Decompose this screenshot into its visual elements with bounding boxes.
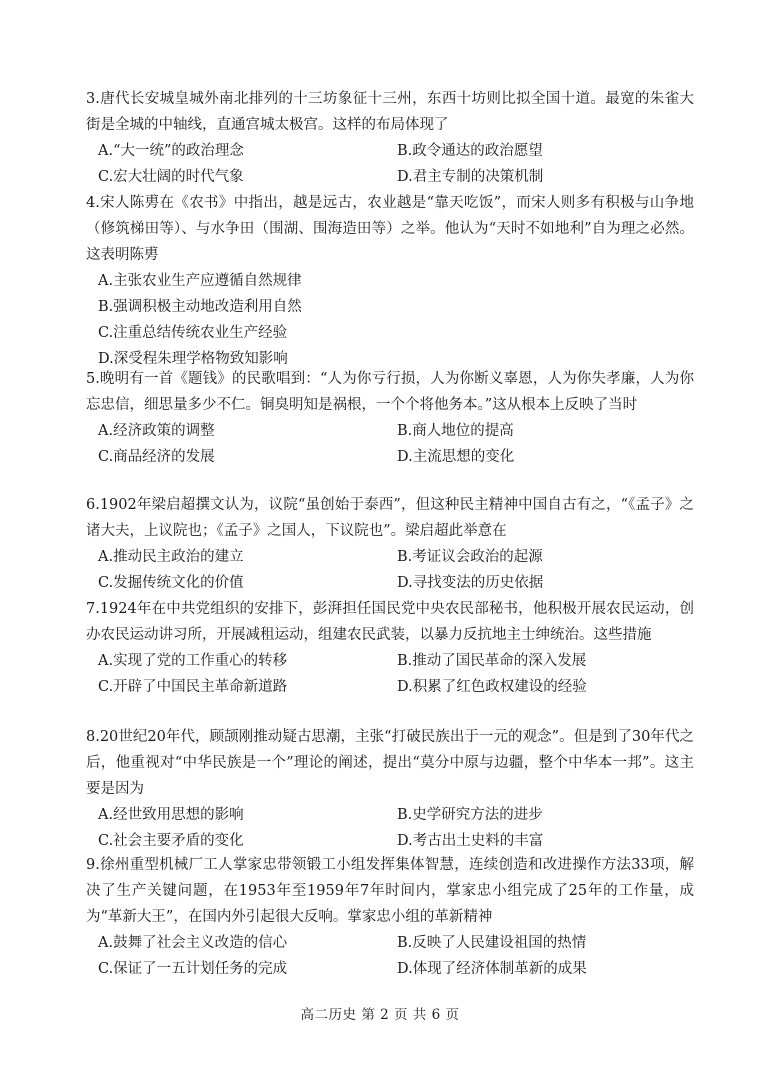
option-c: C.开辟了中国民主革命新道路 <box>98 679 288 695</box>
option-b: B.商人地位的提高 <box>397 423 514 439</box>
option-a: A.鼓舞了社会主义改造的信心 <box>98 935 288 951</box>
question-stem: 8.20世纪20年代，顾颉刚推动疑古思潮，主张“打破民族出于一元的观念”。但是到了30年代之后，他重视对“中华民族是一个”理论的阐述，提出“莫分中原与边疆，整个中华本一邦”。这主要是因为 <box>86 729 694 797</box>
question-stem: 6.1902年梁启超撰文认为，议院“虽创始于泰西”，但这种民主精神中国自古有之，“《孟子》之诸大夫，上议院也；《孟子》之国人，下议院也”。梁启超此举意在 <box>86 497 694 539</box>
option-d: D.考古出土史料的丰富 <box>397 833 544 849</box>
option-d: D.深受程朱理学格物致知影响 <box>98 351 288 367</box>
question-options <box>86 418 694 470</box>
question-stem: 5.晚明有一首《题钱》的民歌唱到：“人为你亏行损，人为你断义辜恩，人为你失孝廉，人为你忘忠信，细思量多少不仁。铜臭明知是祸根，一个个将他务本。”这从根本上反映了当时 <box>86 371 694 413</box>
question-3 <box>86 86 694 190</box>
option-c: C.商品经济的发展 <box>98 449 215 465</box>
question-options <box>86 802 694 854</box>
question-options <box>86 648 694 700</box>
question-6 <box>86 492 694 596</box>
question-options <box>86 544 694 596</box>
option-a: A.推动民主政治的建立 <box>98 549 244 565</box>
option-d: D.主流思想的变化 <box>397 449 515 465</box>
option-c: C.保证了一五计划任务的完成 <box>98 961 288 977</box>
question-options <box>86 930 694 982</box>
option-d: D.积累了红色政权建设的经验 <box>397 679 587 695</box>
option-b: B.史学研究方法的进步 <box>397 807 543 823</box>
option-a: A.经济政策的调整 <box>98 423 215 439</box>
option-d: D.体现了经济体制革新的成果 <box>397 961 587 977</box>
option-d: D.君主专制的决策机制 <box>397 169 544 185</box>
option-c: C.注重总结传统农业生产经验 <box>98 325 288 341</box>
question-options <box>86 268 694 372</box>
option-c: C.社会主要矛盾的变化 <box>98 833 244 849</box>
option-c: C.发掘传统文化的价值 <box>98 575 244 591</box>
question-stem: 3.唐代长安城皇城外南北排列的十三坊象征十三州，东西十坊则比拟全国十道。最宽的朱雀大街是全城的中轴线，直通宫城太极宫。这样的布局体现了 <box>86 91 694 133</box>
question-stem: 9.徐州重型机械厂工人掌家忠带领锻工小组发挥集体智慧，连续创造和改进操作方法33项，解决了生产关键问题，在1953年至1959年7年时间内，掌家忠小组完成了25年的工作量，成为“革新大王”，在国内外引起很大反响。掌家忠小组的革新精神 <box>86 857 694 925</box>
option-b: B.反映了人民建设祖国的热情 <box>397 935 587 951</box>
question-stem: 7.1924年在中共党组织的安排下，彭湃担任国民党中央农民部秘书，他积极开展农民运动，创办农民运动讲习所，开展减租运动，组建农民武装，以暴力反抗地主士绅统治。这些措施 <box>86 601 694 643</box>
option-b: B.考证议会政治的起源 <box>397 549 543 565</box>
option-a: A.主张农业生产应遵循自然规律 <box>98 273 302 289</box>
option-b: B.政令通达的政治愿望 <box>397 143 543 159</box>
question-4 <box>86 190 694 372</box>
option-c: C.宏大壮阔的时代气象 <box>98 169 244 185</box>
question-8 <box>86 724 694 854</box>
question-7 <box>86 596 694 700</box>
question-9 <box>86 852 694 982</box>
option-a: A.“大一统”的政治理念 <box>98 143 244 159</box>
option-b: B.推动了国民革命的深入发展 <box>397 653 587 669</box>
question-options <box>86 138 694 190</box>
question-stem: 4.宋人陈旉在《农书》中指出，越是远古，农业越是“靠天吃饭”，而宋人则多有积极与山争地（修筑梯田等）、与水争田（围湖、围海造田等）之举。他认为“天时不如地利”自为理之必然。这表明陈旉 <box>86 195 694 263</box>
option-a: A.经世致用思想的影响 <box>98 807 244 823</box>
option-b: B.强调积极主动地改造利用自然 <box>98 299 302 315</box>
question-5 <box>86 366 694 470</box>
option-a: A.实现了党的工作重心的转移 <box>98 653 288 669</box>
page-footer: 高二历史 第 2 页 共 6 页 <box>300 1007 460 1023</box>
option-d: D.寻找变法的历史依据 <box>397 575 544 591</box>
